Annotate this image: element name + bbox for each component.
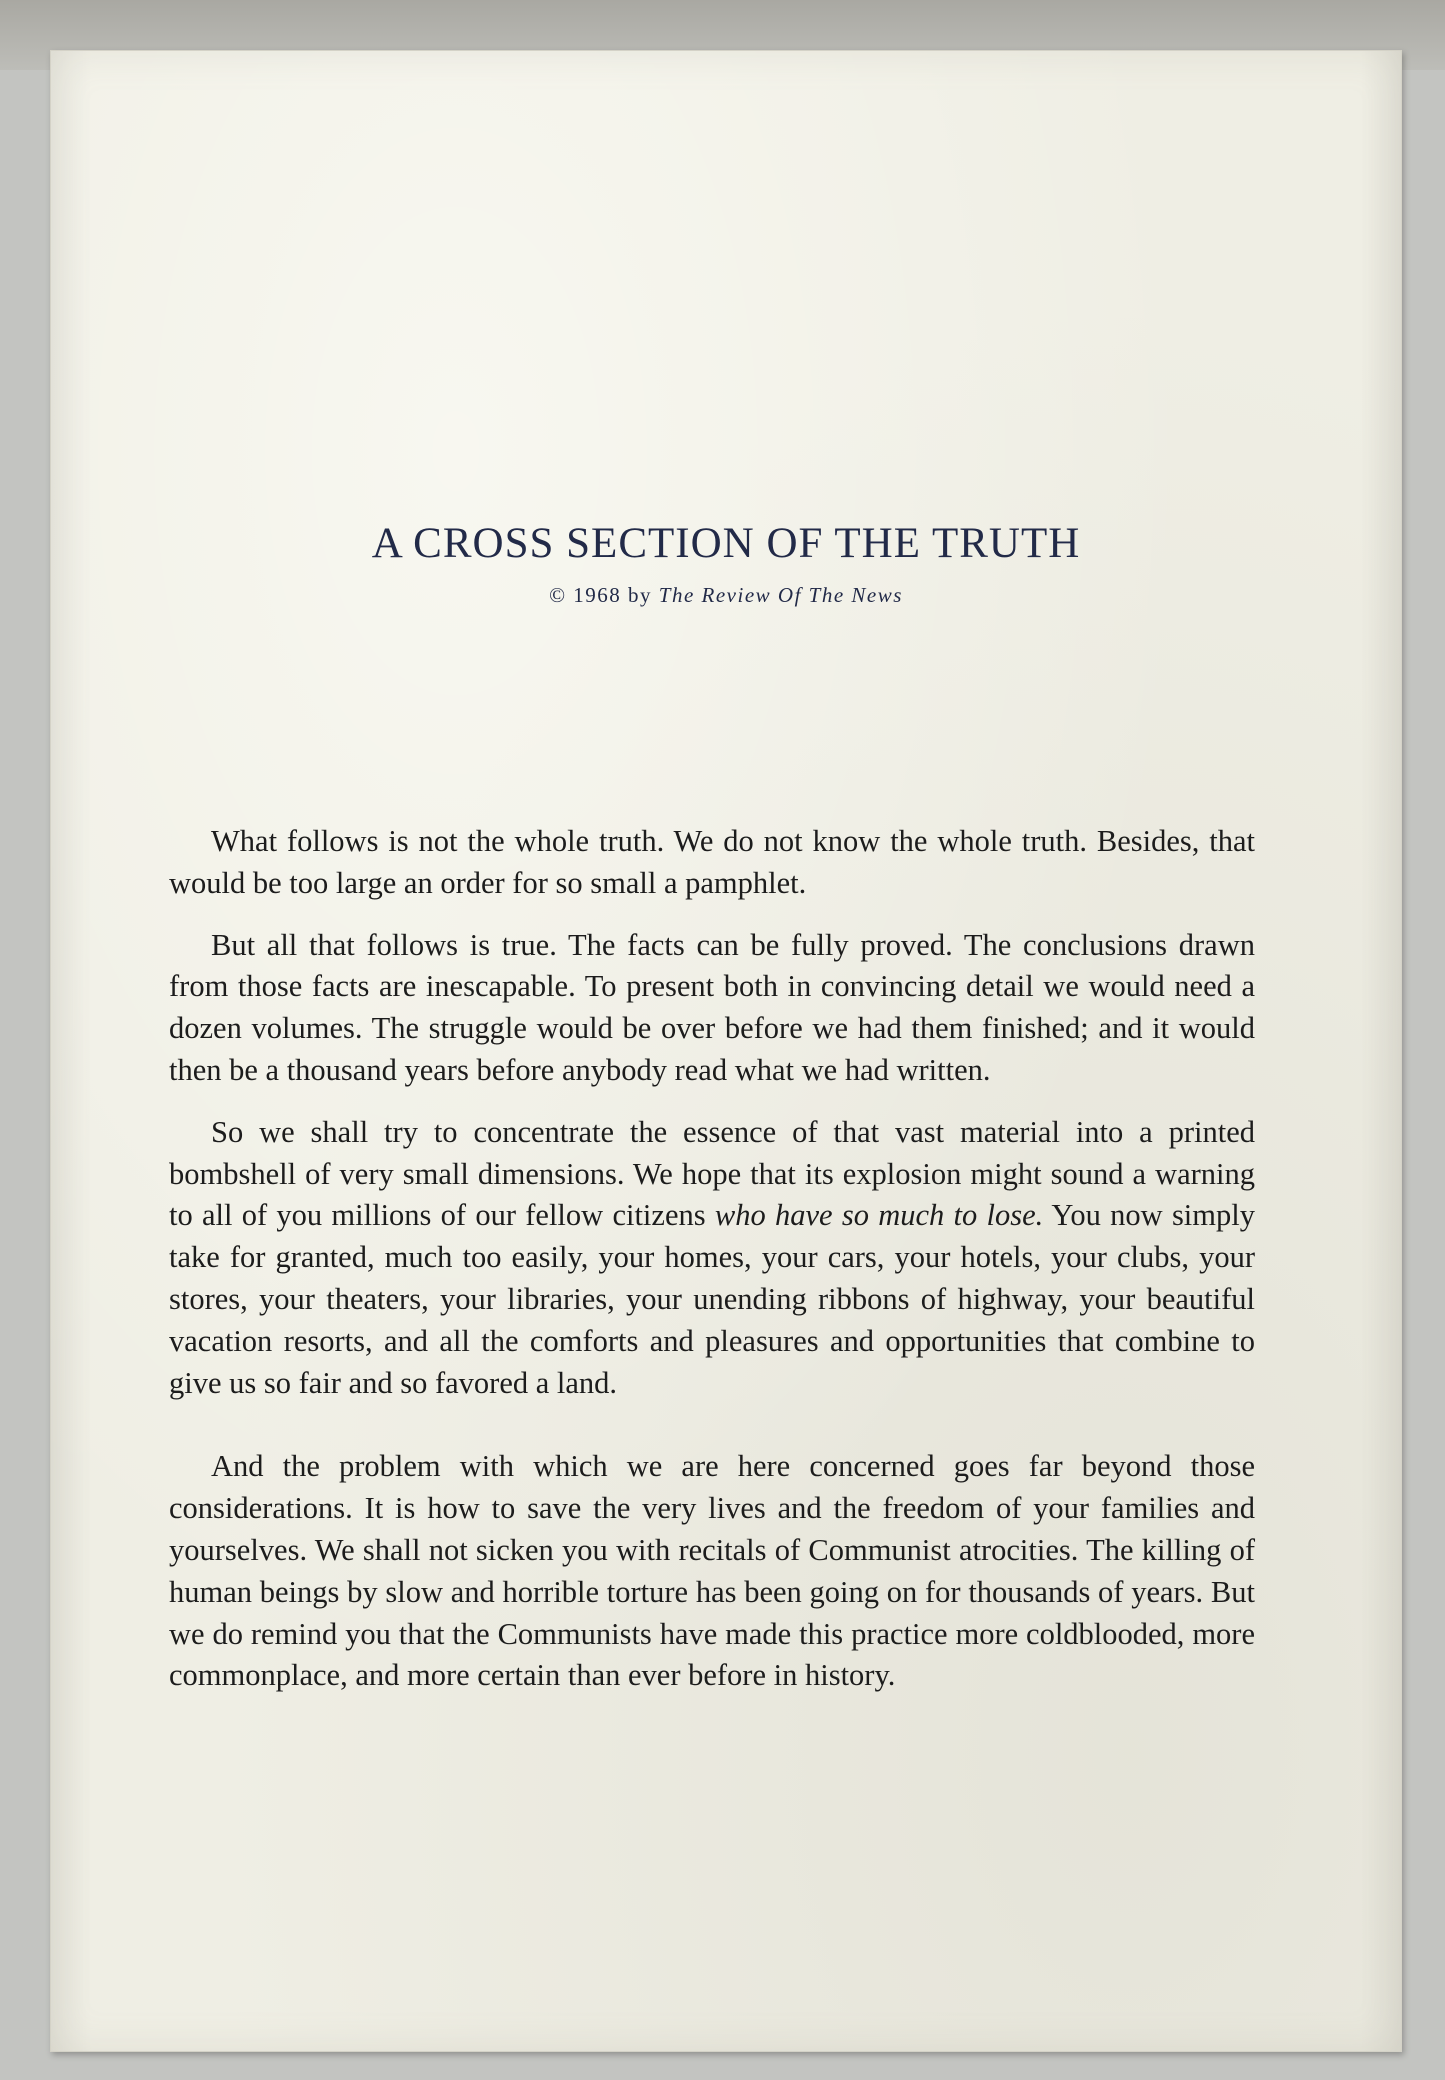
copyright-line xyxy=(51,583,1401,608)
paragraph-2: But all that follows is true. The facts can be fully proved. The conclusions drawn from those facts are inescapable. To present both in convincing detail we would need a dozen volumes. The struggle would be over before we had them finished; and it would then be a thousand years before anybody read what we had written. xyxy=(169,927,1255,1087)
publisher-name: The Review Of The News xyxy=(658,583,903,607)
paragraph-3-emphasis: who have so much to lose. xyxy=(714,1198,1044,1233)
paragraph-4: And the problem with which we are here concerned goes far beyond those considerations. It is how to save the very lives and the freedom of your families and yourselves. We shall not sicken you with recitals of Communist atrocities. The killing of human beings by slow and horrible torture has been going on for thousands of years. But we do remind you that the Communists have made this practice more coldblooded, more commonplace, and more certain than ever before in history. xyxy=(169,1449,1255,1693)
page-title: A CROSS SECTION OF THE TRUTH xyxy=(371,520,1081,567)
pamphlet-page xyxy=(50,50,1402,2052)
paragraph-3-start: So we shall try to concentrate the essence of that vast material into a printed bombshell of very small dimensions. We hope that its explosion might sound a warning to all of you millions of our fellow citizens xyxy=(169,1114,1255,1233)
paragraph-1: What follows is not the whole truth. We do not know the whole truth. Besides, that would be too large an order for so small a pamphlet. xyxy=(169,824,1255,900)
paragraph-3 xyxy=(169,1112,1255,1405)
body-text xyxy=(169,821,1255,1697)
paragraph-3-end: You now simply take for granted, much too easily, your homes, your cars, your hotels, your clubs, your stores, your theaters, your libraries, your unending ribbons of highway, your beautiful vacation resorts, and all the comforts and pleasures and opportunities that combine to give us so fair and so favored a land. xyxy=(169,1198,1255,1400)
copyright-prefix: © 1968 by xyxy=(549,583,659,607)
